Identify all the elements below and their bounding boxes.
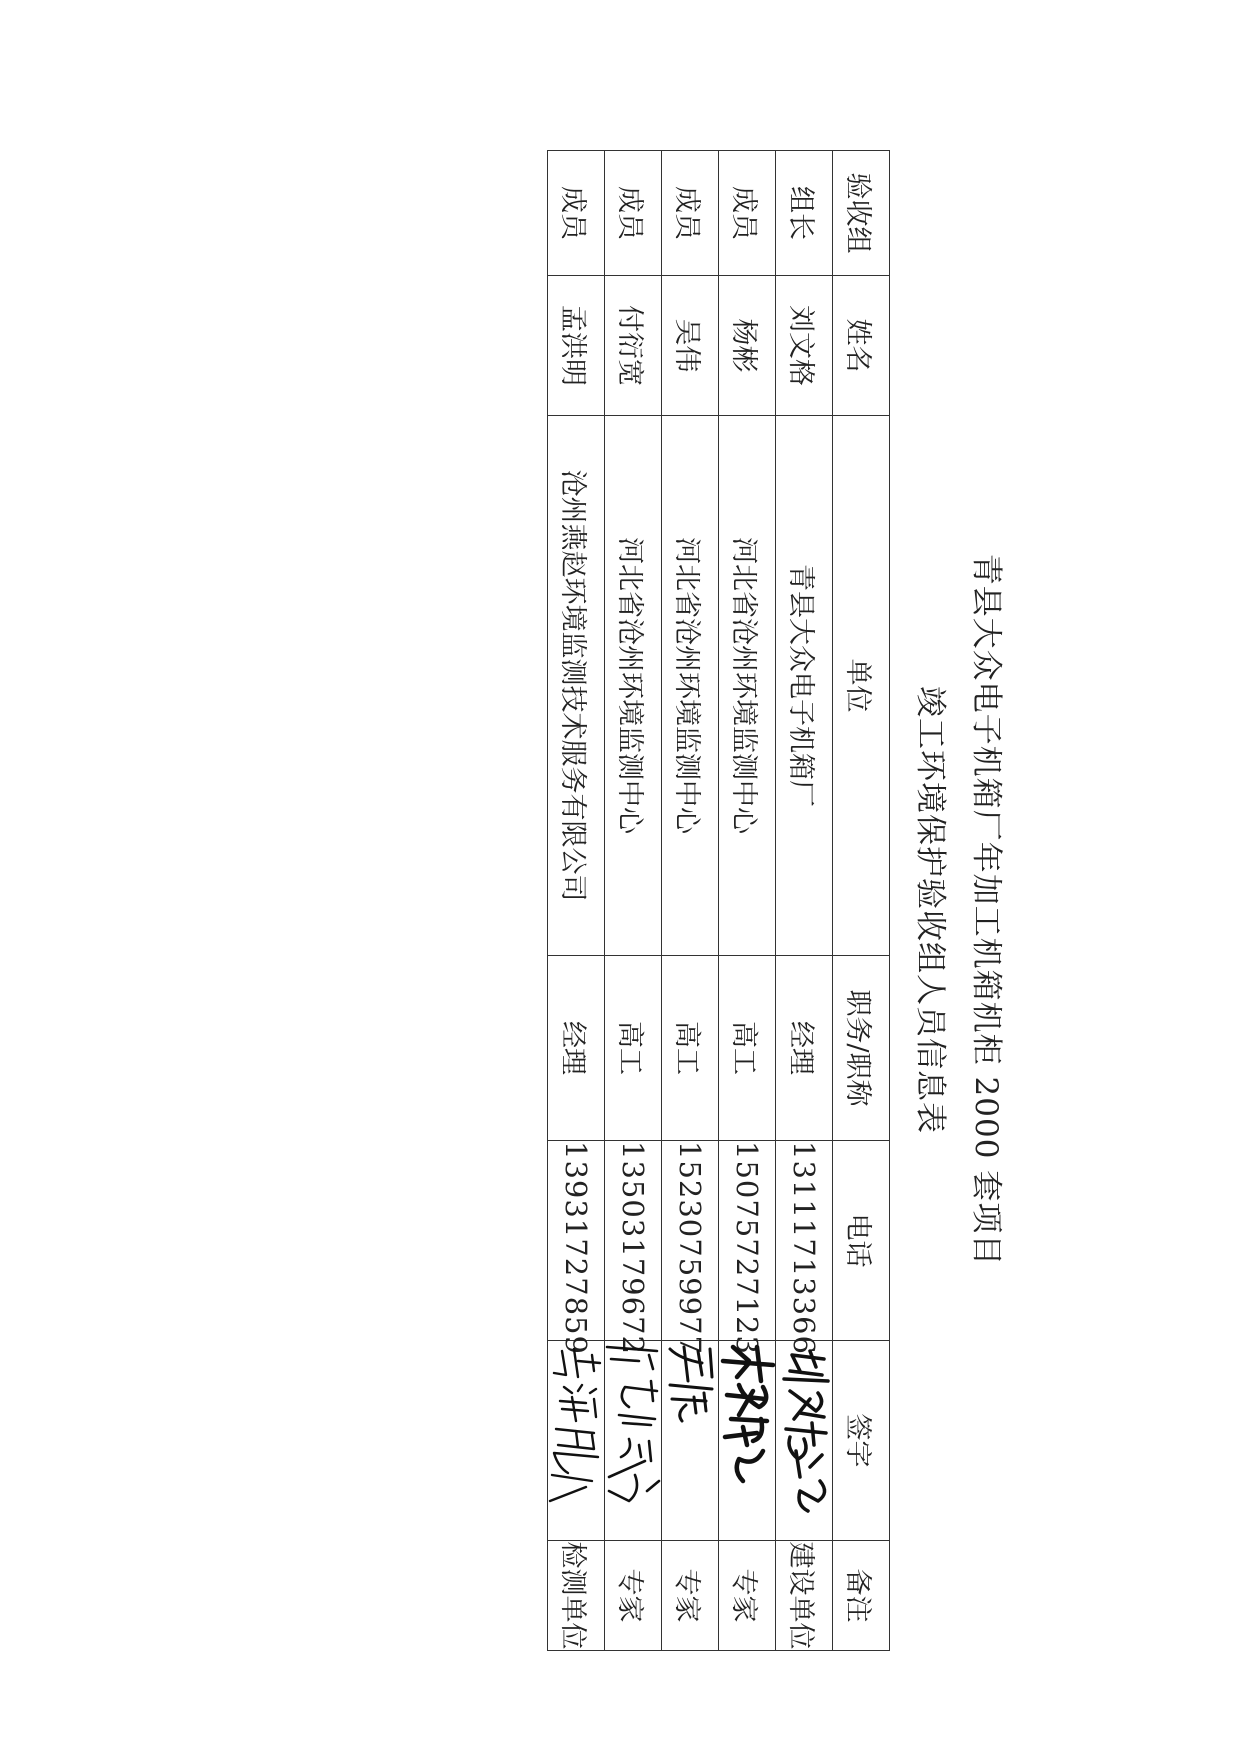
- cell-note: 检测单位: [548, 1541, 605, 1651]
- cell-note: 建设单位: [776, 1541, 833, 1651]
- table-row: [605, 151, 662, 1651]
- table-row: [548, 151, 605, 1651]
- cell-unit: 青县大众电子机箱厂: [776, 416, 833, 956]
- cell-title: 高工: [605, 956, 662, 1141]
- cell-note: 专家: [662, 1541, 719, 1651]
- header-note: 备注: [833, 1541, 890, 1651]
- cell-role: 成员: [662, 151, 719, 276]
- cell-phone: 13503179672: [605, 1141, 662, 1341]
- table-row: [662, 151, 719, 1651]
- cell-unit: 河北省沧州环境监测中心: [605, 416, 662, 956]
- cell-signature: [719, 1341, 776, 1541]
- acceptance-team-table: [547, 150, 890, 1651]
- cell-note: 专家: [719, 1541, 776, 1651]
- table-header-row: [833, 151, 890, 1651]
- cell-name: 孟洪明: [548, 276, 605, 416]
- cell-role: 成员: [548, 151, 605, 276]
- table-row: [719, 151, 776, 1651]
- rotated-document: [300, 150, 1020, 1670]
- cell-phone: 15230759977: [662, 1141, 719, 1341]
- header-group: 验收组: [833, 151, 890, 276]
- cell-role: 组长: [776, 151, 833, 276]
- header-name: 姓名: [833, 276, 890, 416]
- cell-name: 付衍宽: [605, 276, 662, 416]
- cell-phone: 13111713366: [776, 1141, 833, 1341]
- cell-title: 高工: [719, 956, 776, 1141]
- header-phone: 电话: [833, 1141, 890, 1341]
- cell-unit: 河北省沧州环境监测中心: [719, 416, 776, 956]
- header-signature: 签字: [833, 1341, 890, 1541]
- cell-signature: [548, 1341, 605, 1541]
- cell-title: 经理: [548, 956, 605, 1141]
- cell-signature: [605, 1341, 662, 1541]
- cell-note: 专家: [605, 1541, 662, 1651]
- cell-unit: 河北省沧州环境监测中心: [662, 416, 719, 956]
- table-row: [776, 151, 833, 1651]
- signature-image: [542, 1341, 612, 1541]
- header-unit: 单位: [833, 416, 890, 956]
- cell-phone: 15075727123: [719, 1141, 776, 1341]
- cell-name: 吴伟: [662, 276, 719, 416]
- document-title: 青县大众电子机箱厂年加工机箱机柜 2000 套项目: [968, 553, 1004, 1267]
- cell-role: 成员: [719, 151, 776, 276]
- cell-role: 成员: [605, 151, 662, 276]
- cell-title: 经理: [776, 956, 833, 1141]
- cell-signature: [776, 1341, 833, 1541]
- cell-title: 高工: [662, 956, 719, 1141]
- cell-name: 刘文格: [776, 276, 833, 416]
- cell-name: 杨彬: [719, 276, 776, 416]
- document-subtitle: 竣工环境保护验收组人员信息表: [912, 686, 948, 1134]
- cell-unit: 沧州燕赵环境监测技术服务有限公司: [548, 416, 605, 956]
- cell-phone: 13931727859: [548, 1141, 605, 1341]
- header-title: 职务/职称: [833, 956, 890, 1141]
- cell-signature: [662, 1341, 719, 1541]
